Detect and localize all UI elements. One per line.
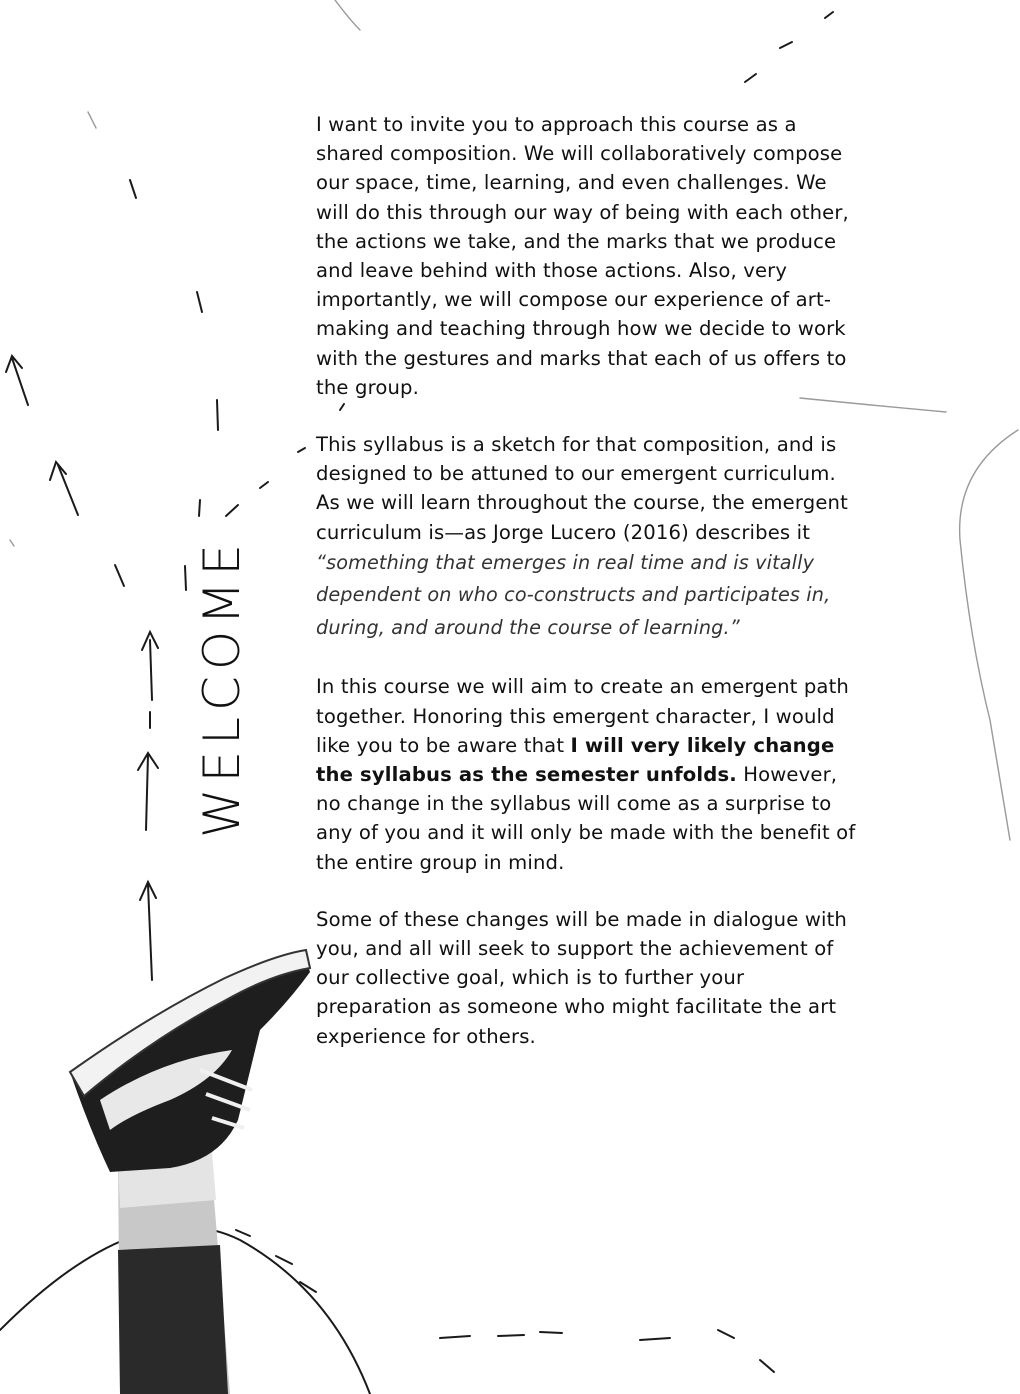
sketch-dash — [276, 1256, 292, 1264]
sketch-dash — [260, 482, 268, 488]
paragraph-syllabus-sketch — [316, 430, 856, 644]
arrow-up-sketch — [50, 462, 78, 515]
sketch-dash — [498, 1335, 524, 1336]
sketch-dash — [226, 505, 238, 516]
sketch-dash — [540, 1332, 562, 1333]
syllabus-change-notice: I will very likely change the syllabus as the semester unfolds. — [316, 733, 835, 786]
paragraph-composition: I want to invite you to approach this course as a shared composition. We will collaboratively compose our space, time, learning, and even challenges. We will do this through our way of being with each other, the actions we take, and the marks that we produce and leave behind with those actions. Also, very importantly, we will compose our experience of art-making and teaching through how we decide to work with the gestures and marks that each of us offers to the group. — [316, 113, 849, 399]
faint-curve — [960, 430, 1018, 840]
arrow-up-sketch — [142, 632, 158, 700]
sketch-dash — [217, 400, 218, 430]
paragraph-collective-goal: Some of these changes will be made in dialogue with you, and all will seek to support the achievement of our collective goal, which is to further your preparation as someone who might facilitate the art experience for others. — [316, 907, 847, 1048]
sketch-dash — [780, 42, 792, 48]
faint-curve — [10, 540, 14, 546]
sketch-dash — [185, 566, 186, 590]
paragraph-text: This syllabus is a sketch for that composition, and is designed to be attuned to our emergent curriculum. As we will learn throughout the course, the emergent curriculum is—as Jorge Lucero (2016) describes it — [316, 433, 848, 544]
paragraph-text: In this course we will aim to create an emergent path together. Honoring this emergent character, I would like you to be aware that — [316, 675, 849, 757]
sketch-dash — [825, 12, 833, 18]
arrow-up-sketch — [138, 753, 158, 830]
faint-curve — [88, 112, 96, 128]
sketch-dash — [197, 292, 202, 312]
paragraph-emergent-path — [316, 672, 856, 876]
sketch-dash — [130, 180, 136, 198]
syllabus-text — [316, 110, 856, 1079]
sneaker-leg-illustration — [70, 950, 310, 1394]
sketch-dash — [115, 565, 124, 586]
arrow-up-sketch — [140, 882, 156, 980]
sketch-dash — [199, 500, 200, 516]
sketch-dash — [298, 448, 305, 452]
lucero-quote: “something that emerges in real time and is vitally dependent on who co-constructs and participates in, during, and around the course of learning.” — [316, 550, 831, 639]
paragraph-text: However, no change in the syllabus will come as a surprise to any of you and it will only be made with the benefit of the entire group in mind. — [316, 762, 856, 874]
sketch-dash — [236, 1230, 250, 1236]
welcome-heading: WELCOME — [193, 538, 251, 838]
sketch-dash — [745, 74, 756, 82]
sketch-dash — [718, 1330, 734, 1338]
sketch-dash — [760, 1360, 774, 1372]
sketch-dash — [440, 1336, 470, 1338]
faint-curve — [335, 0, 360, 30]
sketch-dash — [640, 1338, 670, 1340]
arrow-up-sketch — [6, 356, 28, 405]
